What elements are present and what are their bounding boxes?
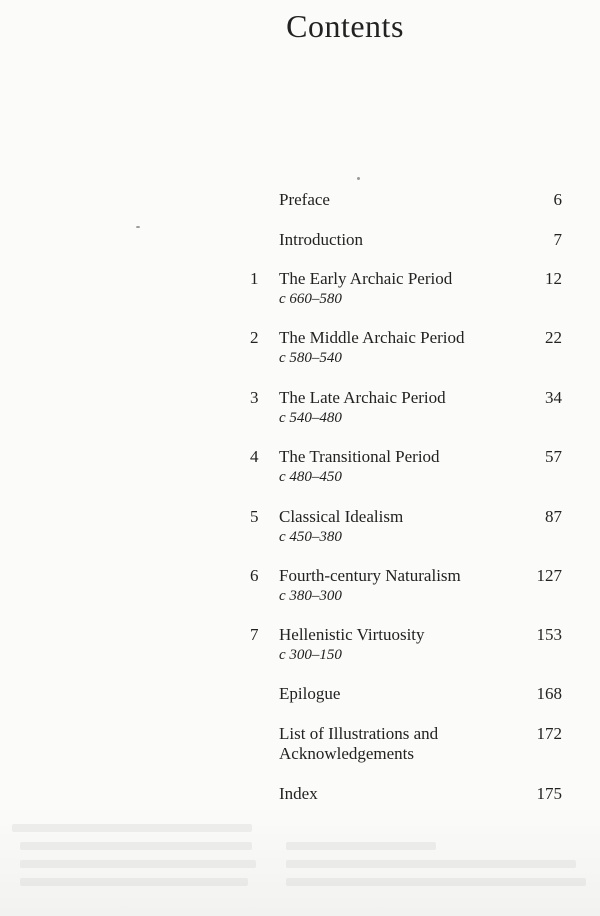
page-number: 87 [545, 507, 562, 526]
page-number: 6 [553, 190, 562, 209]
entry-title: Fourth-century Naturalism [279, 566, 461, 585]
paper-speck [136, 226, 140, 228]
entry-date: c 300–150 [279, 647, 342, 663]
chapter-number: 5 [250, 507, 259, 526]
entry-date: c 480–450 [279, 469, 342, 485]
chapter-number: 4 [250, 447, 259, 466]
chapter-number: 2 [250, 328, 259, 347]
page-number: 34 [545, 388, 562, 407]
entry-title: Hellenistic Virtuosity [279, 625, 425, 644]
entry-date: c 450–380 [279, 529, 342, 545]
entry-title: List of Illustrations and [279, 724, 439, 743]
paper-speck [357, 177, 360, 180]
entry-title: Introduction [279, 230, 364, 249]
page-title: Contents [286, 8, 404, 44]
entry-date: c 380–300 [279, 588, 342, 604]
entry-title: The Early Archaic Period [279, 269, 453, 288]
page-number: 57 [545, 447, 562, 466]
entry-title: Preface [279, 190, 330, 209]
entry-date: c 660–580 [279, 291, 342, 307]
entry-title: The Transitional Period [279, 447, 440, 466]
entry-title: Classical Idealism [279, 507, 404, 526]
page-number: 175 [536, 784, 562, 803]
page-number: 153 [536, 625, 562, 644]
entry-title: Epilogue [279, 684, 341, 703]
page-number: 22 [545, 328, 562, 347]
page-number: 7 [553, 230, 562, 249]
bleed-through-shadow [0, 806, 600, 916]
page-number: 172 [536, 724, 562, 743]
page-number: 168 [536, 684, 562, 703]
chapter-number: 6 [250, 566, 259, 585]
entry-date: c 540–480 [279, 410, 342, 426]
page-number: 127 [536, 566, 562, 585]
chapter-number: 1 [250, 269, 259, 288]
page-number: 12 [545, 269, 562, 288]
entry-title: The Middle Archaic Period [279, 328, 465, 347]
entry-title-continued: Acknowledgements [279, 744, 415, 763]
chapter-number: 7 [250, 625, 259, 644]
entry-title: The Late Archaic Period [279, 388, 446, 407]
entry-title: Index [279, 784, 318, 803]
chapter-number: 3 [250, 388, 259, 407]
entry-date: c 580–540 [279, 350, 342, 366]
